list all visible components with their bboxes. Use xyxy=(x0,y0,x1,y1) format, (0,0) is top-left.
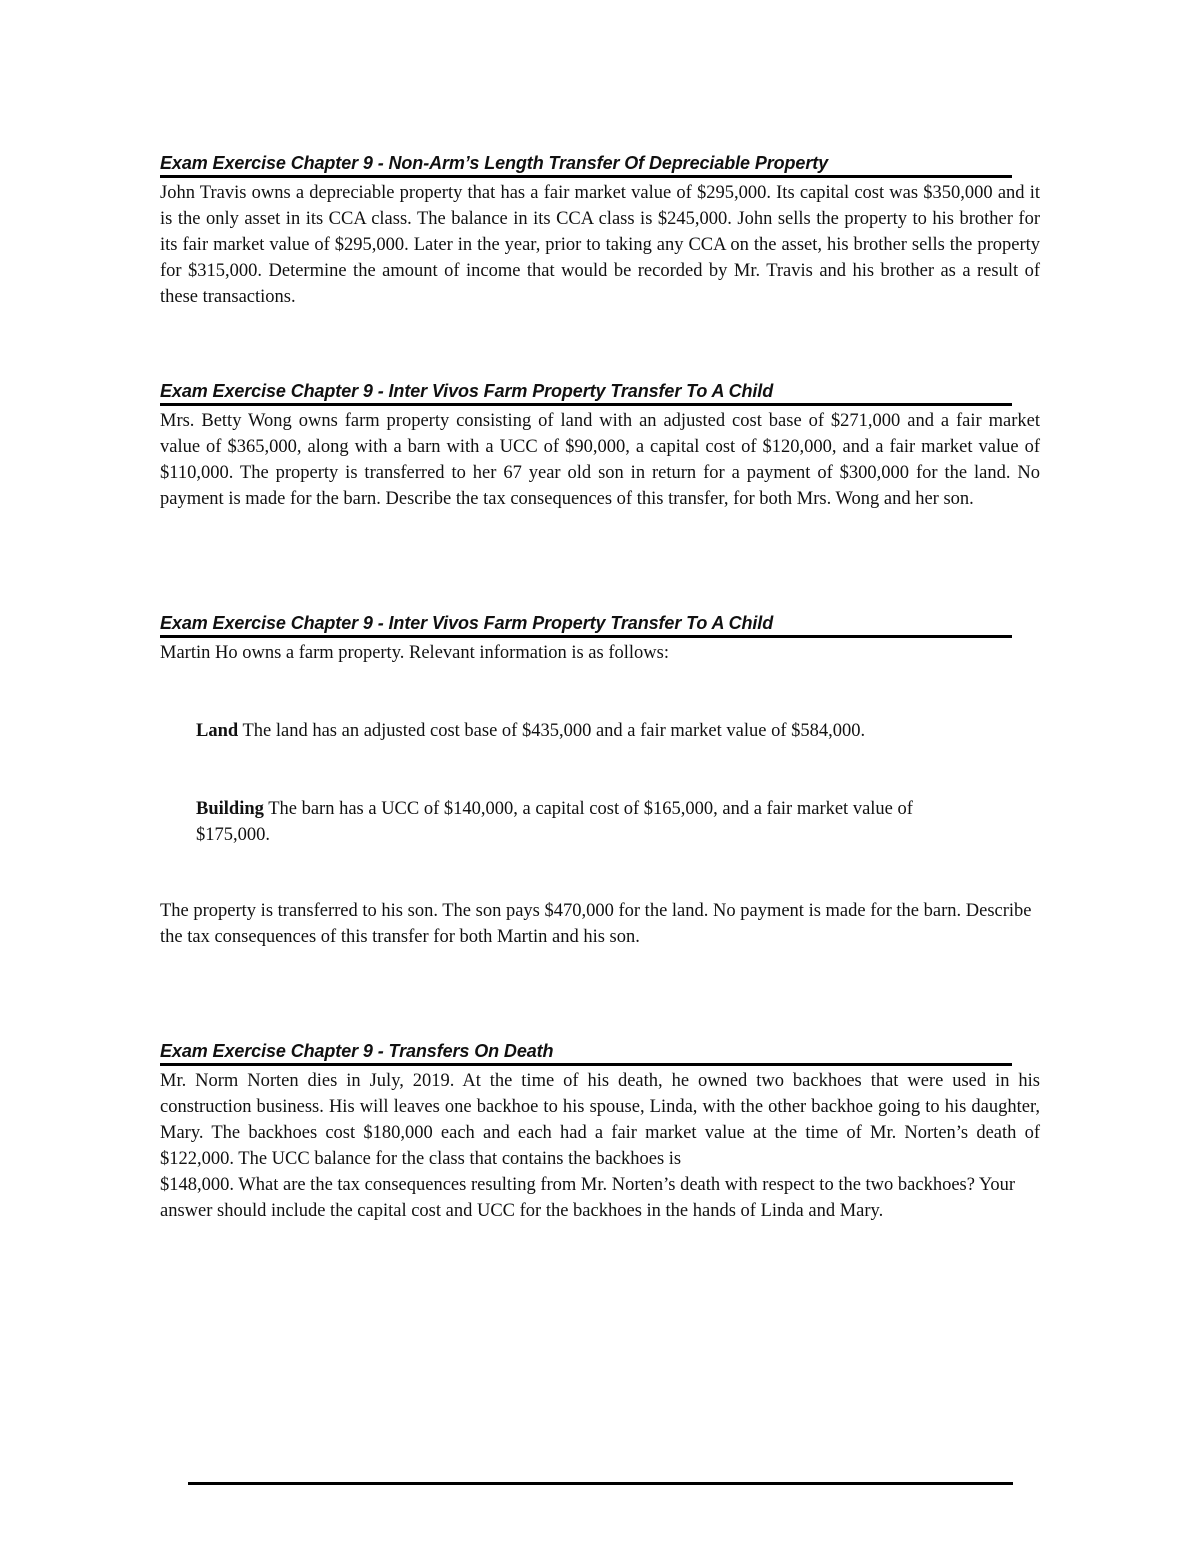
exercise-3-closing-block xyxy=(160,898,1040,950)
footer-divider xyxy=(188,1482,1013,1485)
building-text: The barn has a UCC of $140,000, a capital cost of $165,000, and a fair market value of $175,000. xyxy=(196,799,913,845)
land-text: The land has an adjusted cost base of $435,000 and a fair market value of $584,000. xyxy=(242,721,866,741)
exercise-4-body-part2: $148,000. What are the tax consequences resulting from Mr. Norten’s death with respect to the two backhoes? Your answer should include the capital cost and UCC for the backhoes in the hands of Linda and Mary. xyxy=(160,1175,1016,1221)
exercise-4 xyxy=(160,1040,1040,1224)
building-label: Building xyxy=(196,799,264,819)
exercise-1-body: John Travis owns a depreciable property that has a fair market value of $295,000. Its capital cost was $350,000 and it is the only asset in its CCA class. The balance in its CCA class is $245,000. John sells the property to his brother for its fair market value of $295,000. Later in the year, prior to taking any CCA on the asset, his brother sells the property for $315,000. Determine the amount of income that would be recorded by Mr. Travis and his brother as a result of these transactions. xyxy=(160,183,1040,307)
exercise-3 xyxy=(160,612,1040,666)
exercise-2 xyxy=(160,380,1040,512)
exercise-2-heading: Exam Exercise Chapter 9 - Inter Vivos Farm Property Transfer To A Child xyxy=(160,380,1012,406)
exercise-1 xyxy=(160,152,1040,310)
exercise-4-heading: Exam Exercise Chapter 9 - Transfers On Death xyxy=(160,1040,1012,1066)
exercise-2-body: Mrs. Betty Wong owns farm property consisting of land with an adjusted cost base of $271,000 and a fair market value of $365,000, along with a barn with a UCC of $90,000, a capital cost of $120,000, and a fair market value of $110,000. The property is transferred to her 67 year old son in return for a payment of $300,000 for the land. No payment is made for the barn. Describe the tax consequences of this transfer, for both Mrs. Wong and her son. xyxy=(160,411,1040,509)
exercise-4-body-part1: Mr. Norm Norten dies in July, 2019. At the time of his death, he owned two backhoes that were used in his construction business. His will leaves one backhoe to his spouse, Linda, with the other backhoe going to his daughter, Mary. The backhoes cost $180,000 each and each had a fair market value at the time of Mr. Norten’s death of $122,000. The UCC balance for the class that contains the backhoes is xyxy=(160,1071,1040,1169)
exercise-1-heading: Exam Exercise Chapter 9 - Non-Arm’s Length Transfer Of Depreciable Property xyxy=(160,152,1012,178)
land-label: Land xyxy=(196,721,239,741)
exercise-3-building-item xyxy=(196,796,986,848)
exercise-3-heading: Exam Exercise Chapter 9 - Inter Vivos Farm Property Transfer To A Child xyxy=(160,612,1012,638)
exercise-3-land-item xyxy=(196,718,996,744)
exercise-3-intro: Martin Ho owns a farm property. Relevant information is as follows: xyxy=(160,643,669,663)
exercise-3-closing: The property is transferred to his son. The son pays $470,000 for the land. No payment is made for the barn. Describe the tax consequences of this transfer for both Martin and his son. xyxy=(160,901,1032,947)
